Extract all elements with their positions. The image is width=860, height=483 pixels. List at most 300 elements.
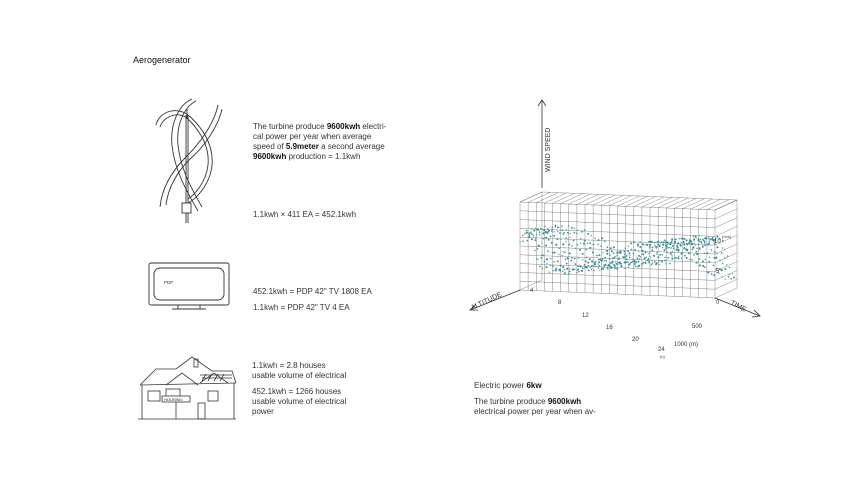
- wind-data-point: [551, 231, 552, 232]
- wind-data-point: [634, 263, 636, 265]
- wind-data-point: [542, 267, 543, 268]
- wind-data-point: [639, 246, 641, 248]
- wind-data-point: [598, 261, 600, 263]
- wind-data-point: [707, 243, 709, 245]
- wind-data-point: [565, 237, 567, 239]
- wind-data-point: [651, 250, 653, 252]
- wind-data-point: [667, 252, 669, 254]
- wind-data-point: [661, 260, 663, 262]
- wind-data-point: [713, 257, 715, 259]
- wind-data-point: [691, 243, 693, 245]
- wind-data-point: [724, 249, 725, 250]
- wind-data-point: [571, 257, 573, 259]
- wind-data-point: [649, 246, 650, 247]
- wind-data-point: [588, 270, 590, 272]
- wind-data-point: [648, 253, 650, 255]
- wind-data-point: [549, 272, 550, 273]
- wind-data-point: [595, 238, 596, 239]
- time-unit: (h): [660, 354, 665, 359]
- speed-tick: 10: [714, 239, 721, 245]
- wind-data-point: [611, 250, 613, 252]
- wind-data-point: [656, 262, 658, 264]
- wind-data-point: [519, 241, 520, 242]
- wind-data-point: [579, 249, 581, 251]
- wind-data-point: [709, 238, 711, 240]
- wind-data-point: [578, 257, 579, 258]
- wind-data-point: [594, 266, 595, 267]
- wind-data-point: [617, 251, 618, 252]
- wind-data-point: [546, 258, 548, 260]
- wind-data-point: [676, 247, 678, 249]
- wind-data-point: [648, 261, 649, 262]
- wind-data-point: [581, 231, 583, 233]
- wind-data-point: [686, 239, 688, 241]
- wind-data-point: [587, 233, 589, 235]
- wind-data-point: [606, 253, 608, 255]
- wind-data-point: [522, 240, 524, 242]
- wind-data-point: [696, 253, 698, 255]
- wind-data-point: [695, 251, 697, 253]
- wind-data-point: [655, 246, 657, 248]
- wind-data-point: [614, 256, 615, 257]
- wind-data-point: [609, 262, 611, 264]
- wind-data-point: [598, 259, 600, 261]
- wind-data-point: [656, 252, 657, 253]
- wind-data-point: [565, 259, 566, 260]
- wind-data-point: [598, 265, 600, 267]
- wind-data-point: [553, 270, 555, 272]
- wind-data-point: [671, 238, 673, 240]
- altitude-tick: 1000 (m): [674, 342, 699, 348]
- wind-data-point: [603, 267, 604, 268]
- wind-data-point: [562, 233, 564, 235]
- wind-data-point: [704, 266, 706, 268]
- wind-data-point: [536, 229, 537, 230]
- wind-data-point: [541, 242, 542, 243]
- wind-data-point: [683, 241, 685, 243]
- wind-data-point: [716, 246, 718, 248]
- wind-data-point: [642, 243, 644, 245]
- wind-data-point: [537, 258, 539, 260]
- wind-data-point: [672, 245, 674, 247]
- wind-data-point: [547, 228, 549, 230]
- wind-data-point: [597, 244, 599, 246]
- wind-data-point: [601, 237, 603, 239]
- wind-data-point: [576, 272, 578, 274]
- wind-data-point: [610, 247, 612, 249]
- wind-data-point: [605, 264, 607, 266]
- wind-data-point: [526, 230, 528, 232]
- wind-data-point: [629, 257, 631, 259]
- wind-data-point: [717, 253, 718, 254]
- wind-data-point: [566, 268, 568, 270]
- wind-data-point: [529, 232, 531, 234]
- wind-data-point: [675, 238, 677, 240]
- wind-data-point: [686, 257, 688, 259]
- wind-data-point: [554, 252, 556, 254]
- wind-data-point: [636, 257, 637, 258]
- wind-data-point: [641, 266, 642, 267]
- wind-data-point: [676, 249, 678, 251]
- wind-data-point: [684, 255, 686, 257]
- wind-data-point: [705, 259, 707, 261]
- wind-data-point: [702, 265, 704, 267]
- wind-data-point: [635, 261, 637, 263]
- wind-data-point: [628, 264, 630, 266]
- wind-data-point: [656, 254, 657, 255]
- wind-data-point: [586, 257, 587, 258]
- wind-data-point: [670, 242, 672, 244]
- wind-data-point: [630, 242, 632, 244]
- wind-data-point: [614, 266, 616, 268]
- wind-data-point: [686, 249, 688, 251]
- wind-data-point: [698, 244, 699, 245]
- wind-data-point: [627, 261, 628, 262]
- wind-data-point: [721, 269, 723, 271]
- wind-data-point: [585, 260, 587, 262]
- wind-data-point: [698, 238, 699, 239]
- wind-data-point: [617, 263, 618, 264]
- wind-data-point: [594, 261, 596, 263]
- wind-data-point: [644, 257, 646, 259]
- wind-data-point: [608, 264, 610, 266]
- wind-data-point: [535, 239, 537, 241]
- wind-data-point: [577, 244, 579, 246]
- wind-data-point: [580, 243, 581, 244]
- wind-data-point: [551, 229, 553, 231]
- wind-data-point: [547, 250, 549, 252]
- wind-data-point: [584, 264, 586, 266]
- wind-data-point: [647, 259, 649, 261]
- wind-data-point: [715, 257, 717, 259]
- wind-data-point: [645, 251, 647, 253]
- wind-data-point: [670, 247, 672, 249]
- wind-data-point: [604, 241, 606, 243]
- wind-data-point: [560, 265, 562, 267]
- wind-data-point: [606, 250, 608, 252]
- wind-data-point: [555, 270, 557, 272]
- wind-data-point: [569, 270, 571, 272]
- wind-data-point: [558, 269, 560, 271]
- wind-data-point: [570, 233, 571, 234]
- wind-data-point: [722, 247, 723, 248]
- wind-data-point: [590, 267, 591, 268]
- wind-data-point: [529, 234, 531, 236]
- wind-data-point: [566, 257, 568, 259]
- wind-data-point: [539, 234, 540, 235]
- wind-data-point: [634, 249, 635, 250]
- wind-data-point: [613, 246, 615, 248]
- wind-data-point: [702, 246, 704, 248]
- wind-data-point: [612, 260, 614, 262]
- wind-data-point: [640, 256, 641, 257]
- wind-data-point: [671, 255, 672, 256]
- wind-data-point: [689, 239, 691, 241]
- wind-data-point: [555, 268, 557, 270]
- wind-data-point: [576, 233, 578, 235]
- time-tick: 20: [632, 337, 639, 343]
- wind-data-point: [556, 238, 558, 240]
- wind-data-point: [545, 245, 547, 247]
- wind-data-point: [538, 245, 540, 247]
- wind-data-point: [681, 258, 682, 259]
- wind-data-point: [707, 271, 709, 273]
- wind-data-point: [695, 244, 696, 245]
- wind-data-point: [642, 253, 644, 255]
- wind-data-point: [582, 253, 584, 255]
- wind-data-point: [589, 247, 591, 249]
- wind-data-point: [726, 264, 727, 265]
- wind-data-point: [662, 247, 663, 248]
- wind-data-point: [615, 261, 617, 263]
- wind-data-point: [626, 255, 628, 257]
- time-tick: 12: [582, 313, 589, 319]
- wind-data-point: [531, 238, 533, 240]
- wind-data-point: [713, 265, 714, 266]
- wind-data-point: [681, 242, 682, 243]
- wind-data-point: [669, 263, 671, 265]
- wind-data-point: [609, 258, 611, 260]
- wind-data-point: [591, 235, 592, 236]
- wind-data-point: [708, 241, 710, 243]
- wind-data-point: [591, 266, 593, 268]
- wind-data-point: [667, 257, 669, 259]
- wind-data-point: [714, 251, 716, 253]
- wind-data-point: [704, 242, 706, 244]
- wind-data-point: [695, 237, 696, 238]
- wind-data-point: [577, 269, 579, 271]
- wind-data-point: [641, 249, 643, 251]
- wind-data-point: [692, 246, 694, 248]
- wind-data-point: [607, 267, 608, 268]
- wind-data-point: [641, 263, 642, 264]
- wind-data-point: [545, 237, 547, 239]
- wind-data-point: [555, 244, 557, 246]
- wind-data-point: [701, 242, 703, 244]
- wind-data-point: [551, 227, 552, 228]
- wind-data-point: [671, 258, 673, 260]
- wind-data-point: [708, 236, 710, 238]
- wind-data-point: [544, 261, 546, 263]
- wind-data-point: [564, 252, 566, 254]
- wind-data-point: [593, 270, 594, 271]
- wind-data-point: [697, 239, 699, 241]
- wind-data-point: [578, 271, 580, 273]
- wind-data-point: [613, 264, 615, 266]
- wind-data-point: [524, 233, 525, 234]
- wind-data-point: [684, 238, 686, 240]
- wind-data-point: [577, 265, 579, 267]
- wind-data-point: [664, 239, 666, 241]
- wind-data-point: [706, 252, 708, 254]
- wind-data-point: [575, 248, 576, 249]
- wind-data-point: [702, 260, 704, 262]
- wind-data-point: [639, 241, 641, 243]
- wind-data-point: [637, 245, 639, 247]
- wind-data-point: [652, 247, 654, 249]
- wind-data-point: [693, 243, 694, 244]
- wind-data-point: [602, 259, 604, 261]
- wind-data-point: [595, 266, 596, 267]
- wind-data-point: [694, 235, 696, 237]
- wind-data-point: [698, 235, 699, 236]
- wind-data-point: [534, 230, 535, 231]
- wind-data-point: [581, 270, 583, 272]
- wind-data-point: [600, 259, 602, 261]
- wind-data-point: [632, 259, 633, 260]
- wind-data-point: [623, 251, 625, 253]
- wind-data-point: [693, 254, 695, 256]
- wind-data-point: [638, 251, 639, 252]
- wind-data-point: [705, 237, 707, 239]
- wind-data-point: [574, 228, 575, 229]
- wind-data-point: [562, 243, 564, 245]
- wind-data-point: [728, 276, 730, 278]
- graph-caption: Electric power 6kw The turbine produce 9600kwh electrical power per year when av-: [474, 381, 596, 416]
- wind-data-point: [719, 260, 721, 262]
- wind-data-point: [680, 244, 682, 246]
- wind-data-point: [628, 246, 629, 247]
- wind-data-point: [569, 237, 570, 238]
- wind-data-point: [598, 267, 599, 268]
- wind-data-point: [687, 244, 689, 246]
- wind-data-point: [588, 265, 589, 266]
- wind-data-point: [553, 231, 554, 232]
- wind-data-point: [603, 269, 604, 270]
- wind-data-point: [527, 232, 529, 234]
- wind-data-point: [665, 245, 667, 247]
- wind-data-point: [670, 253, 672, 255]
- wind-data-point: [539, 266, 540, 267]
- wind-data-point: [727, 255, 728, 256]
- wind-data-point: [614, 268, 616, 270]
- wind-data-point: [648, 258, 649, 259]
- wind-data-point: [699, 249, 701, 251]
- wind-data-point: [683, 247, 685, 249]
- wind-data-point: [732, 273, 733, 274]
- wind-data-point: [561, 225, 563, 227]
- wind-data-point: [592, 251, 594, 253]
- wind-data-point: [571, 245, 572, 246]
- wind-data-point: [574, 258, 576, 260]
- wind-data-point: [535, 228, 536, 229]
- wind-data-point: [716, 236, 718, 238]
- wind-data-point: [669, 243, 671, 245]
- house-sign-label: HOUSING: [164, 397, 183, 402]
- wind-data-point: [618, 259, 619, 260]
- wind-data-point: [531, 228, 533, 230]
- wind-data-point: [621, 265, 623, 267]
- wind-data-point: [609, 254, 611, 256]
- wind-data-point: [638, 261, 640, 263]
- wind-data-point: [546, 232, 548, 234]
- wind-data-point: [597, 263, 598, 264]
- wind-data-point: [681, 237, 683, 239]
- wind-data-point: [651, 260, 652, 261]
- wind-data-point: [681, 252, 683, 254]
- wind-data-point: [730, 278, 732, 280]
- wind-data-point: [543, 255, 544, 256]
- wind-data-point: [528, 236, 530, 238]
- wind-data-point: [711, 273, 713, 275]
- wind-data-point: [592, 244, 594, 246]
- wind-data-point: [541, 254, 543, 256]
- wind-data-point: [624, 261, 626, 263]
- wind-data-point: [554, 226, 556, 228]
- wind-data-point: [562, 255, 563, 256]
- wind-data-point: [569, 252, 571, 254]
- wind-data-point: [659, 264, 660, 265]
- wind-data-point: [533, 235, 534, 236]
- wind-data-point: [688, 252, 689, 253]
- time-axis-label: TIME: [729, 299, 748, 314]
- wind-data-point: [646, 244, 648, 246]
- wind-data-point: [678, 256, 679, 257]
- wind-data-point: [725, 278, 726, 279]
- wind-data-point: [653, 255, 655, 257]
- wind-data-point: [674, 257, 676, 259]
- wind-data-point: [616, 255, 617, 256]
- wind-data-point: [711, 249, 712, 250]
- wind-data-point: [713, 274, 715, 276]
- wind-data-point: [668, 247, 670, 249]
- wind-data-point: [665, 263, 667, 265]
- wind-data-point: [646, 257, 647, 258]
- wind-data-point: [541, 257, 543, 259]
- wind-data-point: [624, 253, 626, 255]
- wind-data-point: [592, 261, 594, 263]
- wind-data-point: [664, 241, 665, 242]
- wind-data-point: [561, 229, 563, 231]
- wind-data-point: [702, 239, 704, 241]
- wind-data-point: [587, 242, 588, 243]
- wind-data-point: [691, 248, 693, 250]
- wind-data-point: [676, 245, 678, 247]
- wind-data-point: [564, 269, 565, 270]
- wind-data-point: [607, 246, 609, 248]
- wind-data-point: [552, 265, 554, 267]
- wind-data-point: [664, 249, 666, 251]
- wind-data-point: [649, 247, 651, 249]
- wind-data-point: [613, 253, 615, 255]
- wind-data-point: [599, 269, 600, 270]
- wind-data-point: [724, 257, 726, 259]
- wind-data-point: [637, 266, 639, 268]
- wind-data-point: [539, 232, 540, 233]
- wind-data-point: [574, 268, 576, 270]
- wind-data-point: [704, 244, 706, 246]
- wind-data-point: [604, 260, 605, 261]
- wind-data-point: [619, 261, 621, 263]
- wind-data-point: [632, 261, 634, 263]
- wind-data-point: [584, 240, 586, 242]
- wind-data-point: [537, 248, 538, 249]
- tv-description: 452.1kwh = PDP 42" TV 1808 EA 1.1kwh = PDP 42" TV 4 EA: [253, 287, 372, 312]
- wind-data-point: [563, 232, 565, 234]
- wind-data-point: [677, 243, 679, 245]
- wind-data-point: [557, 231, 558, 232]
- wind-data-point: [594, 263, 596, 265]
- wind-data-point: [560, 239, 561, 240]
- wind-data-point: [572, 268, 574, 270]
- wind-data-point: [566, 229, 567, 230]
- wind-data-point: [722, 263, 723, 264]
- wind-data-point: [566, 263, 568, 265]
- wind-data-point: [631, 262, 632, 263]
- wind-data-point: [729, 267, 731, 269]
- speed-tick: 0: [716, 300, 720, 306]
- wind-data-point: [643, 262, 645, 264]
